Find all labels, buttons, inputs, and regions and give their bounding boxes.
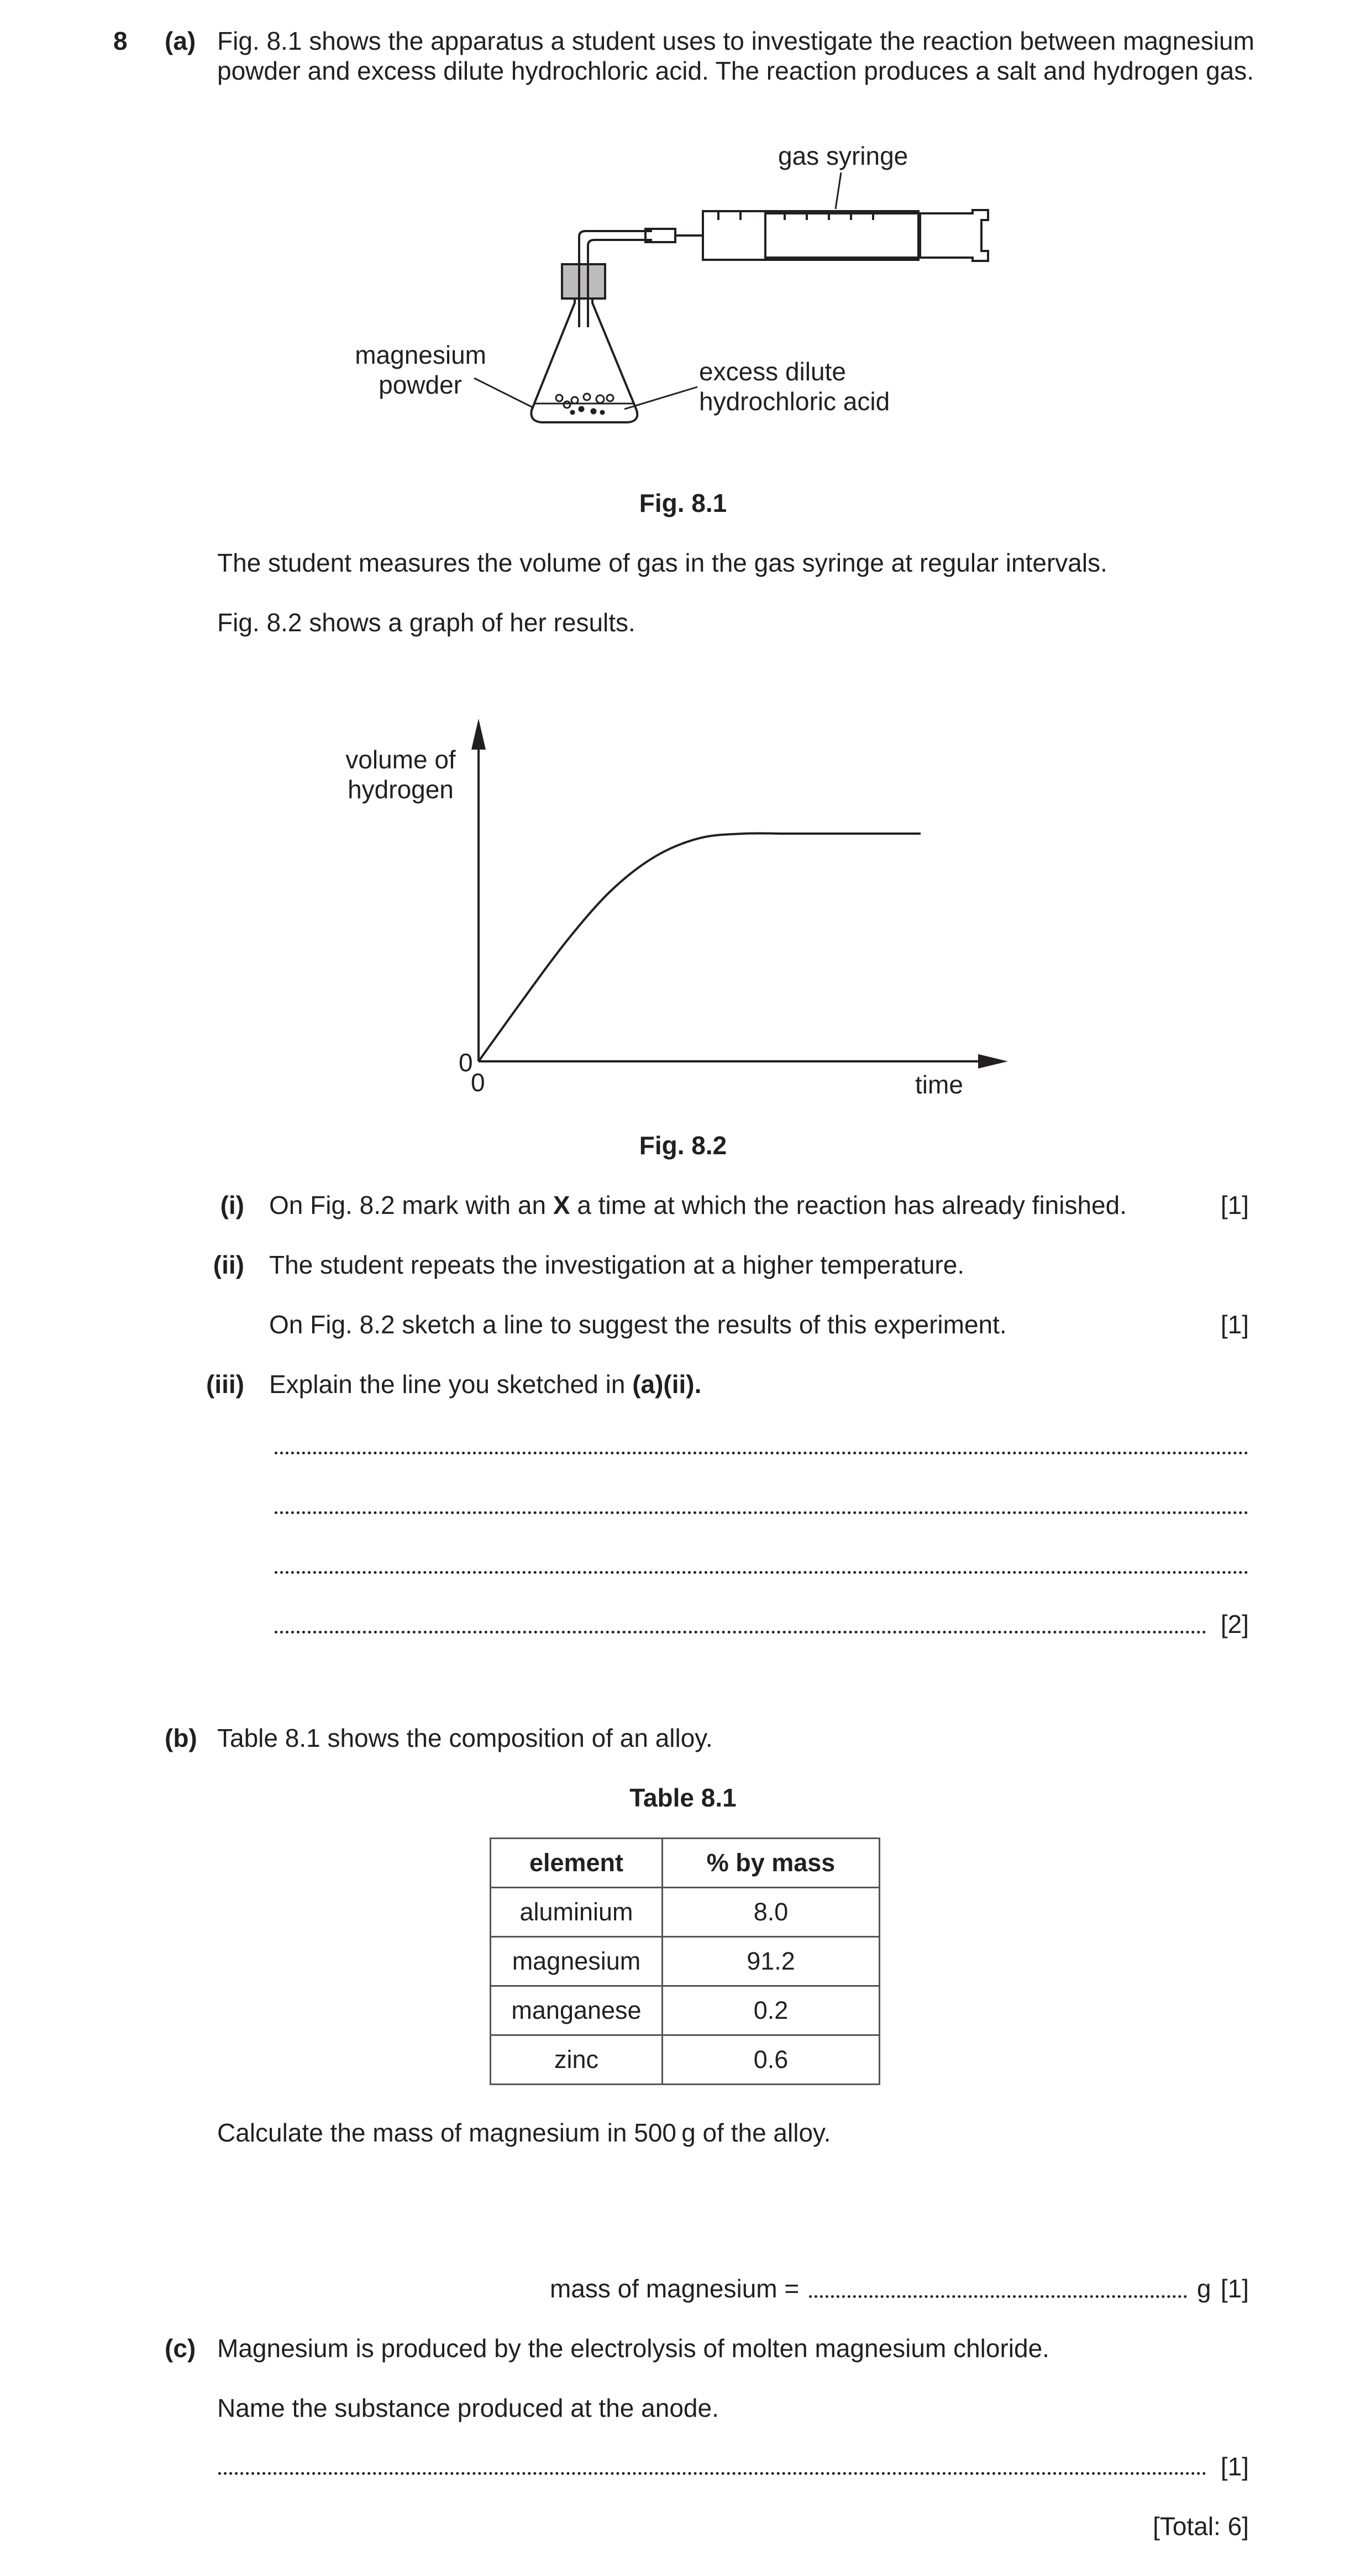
answer-line-c[interactable] [218, 2472, 1206, 2475]
part-a-text2: Fig. 8.2 shows a graph of her results. [217, 608, 635, 637]
answer-line-iii-1[interactable] [275, 1452, 1248, 1454]
label-magnesium-1: magnesium [355, 341, 486, 369]
sub-i-label: (i) [220, 1191, 244, 1219]
part-c-text1: Magnesium is produced by the electrolysis of molten magnesium chloride. [217, 2334, 1049, 2363]
sub-ii-label: (ii) [213, 1250, 244, 1279]
header-element: element [491, 1839, 663, 1888]
header-percent: % by mass [663, 1839, 880, 1888]
cell-percent: 8.0 [663, 1888, 880, 1937]
sub-iii-text: Explain the line you sketched in (a)(ii). [269, 1370, 702, 1399]
sub-ii-text1: The student repeats the investigation at a higher temperature. [269, 1250, 965, 1279]
fig-8-2-graph [0, 708, 1371, 1128]
part-a-text1: The student measures the volume of gas in the gas syringe at regular intervals. [217, 548, 1107, 577]
sub-ii-marks: [1] [1220, 1310, 1249, 1339]
answer-label-mass: mass of magnesium = [550, 2274, 800, 2303]
total-marks: [Total: 6] [1153, 2512, 1249, 2541]
table-row [491, 1937, 880, 1986]
cell-percent: 91.2 [663, 1937, 880, 1986]
answer-line-iii-3[interactable] [275, 1571, 1248, 1574]
fig-8-1-caption: Fig. 8.1 [639, 489, 727, 517]
table-8-1-title: Table 8.1 [629, 1783, 737, 1812]
fig-8-2-caption: Fig. 8.2 [639, 1131, 727, 1160]
answer-line-mass[interactable] [809, 2295, 1187, 2298]
cell-element: magnesium [491, 1937, 663, 1986]
cell-percent: 0.6 [663, 2035, 880, 2085]
y-axis-label-1: volume of [345, 745, 456, 774]
flask-stopper [562, 264, 605, 299]
table-row [491, 1986, 880, 2035]
part-b-question: Calculate the mass of magnesium in 500 g of the alloy. [217, 2118, 831, 2147]
y-origin-label: 0 [459, 1048, 473, 1077]
part-c-text2: Name the substance produced at the anode. [217, 2394, 719, 2422]
data-series-line [479, 833, 921, 1061]
part-a-intro-line2: powder and excess dilute hydrochloric acid. The reaction produces a salt and hydrogen gas. [217, 56, 1254, 85]
question-number: 8 [113, 27, 128, 55]
y-axis-arrow [471, 719, 486, 750]
sub-i-marks: [1] [1220, 1191, 1249, 1219]
cell-element: manganese [491, 1986, 663, 2035]
x-origin-label: 0 [471, 1068, 485, 1097]
x-axis-label: time [915, 1070, 963, 1099]
answer-line-iii-2[interactable] [275, 1511, 1248, 1514]
cell-percent: 0.2 [663, 1986, 880, 2035]
table-header-row [491, 1839, 880, 1888]
answer-line-iii-4[interactable] [275, 1631, 1206, 1633]
x-axis-arrow [978, 1054, 1008, 1069]
label-acid-2: hydrochloric acid [699, 387, 890, 416]
answer-unit: g [1197, 2274, 1211, 2303]
fig-8-1-apparatus [0, 0, 1371, 442]
cell-element: aluminium [491, 1888, 663, 1937]
label-gas-syringe: gas syringe [778, 142, 908, 170]
label-magnesium-2: powder [379, 370, 462, 399]
table-row [491, 1888, 880, 1937]
cell-element: zinc [491, 2035, 663, 2085]
part-b-intro: Table 8.1 shows the composition of an alloy. [217, 1724, 713, 1752]
part-a-label: (a) [165, 27, 196, 55]
sub-iii-marks: [2] [1220, 1610, 1249, 1638]
sub-iii-label: (iii) [206, 1370, 244, 1399]
part-c-marks: [1] [1220, 2452, 1249, 2481]
part-b-label: (b) [165, 1724, 197, 1752]
part-a-intro-line1: Fig. 8.1 shows the apparatus a student uses to investigate the reaction between magnesium [217, 27, 1254, 55]
sub-ii-text2: On Fig. 8.2 sketch a line to suggest the results of this experiment. [269, 1310, 1007, 1339]
syringe-plunger [765, 213, 920, 258]
part-c-label: (c) [165, 2334, 196, 2363]
alloy-table [490, 1837, 880, 2085]
syringe-barrel [703, 211, 918, 260]
y-axis-label-2: hydrogen [348, 775, 454, 804]
label-acid-1: excess dilute [699, 357, 846, 386]
sub-i-text: On Fig. 8.2 mark with an X a time at which the reaction has already finished. [269, 1191, 1127, 1219]
part-b-marks: [1] [1220, 2274, 1249, 2303]
table-row [491, 2035, 880, 2085]
